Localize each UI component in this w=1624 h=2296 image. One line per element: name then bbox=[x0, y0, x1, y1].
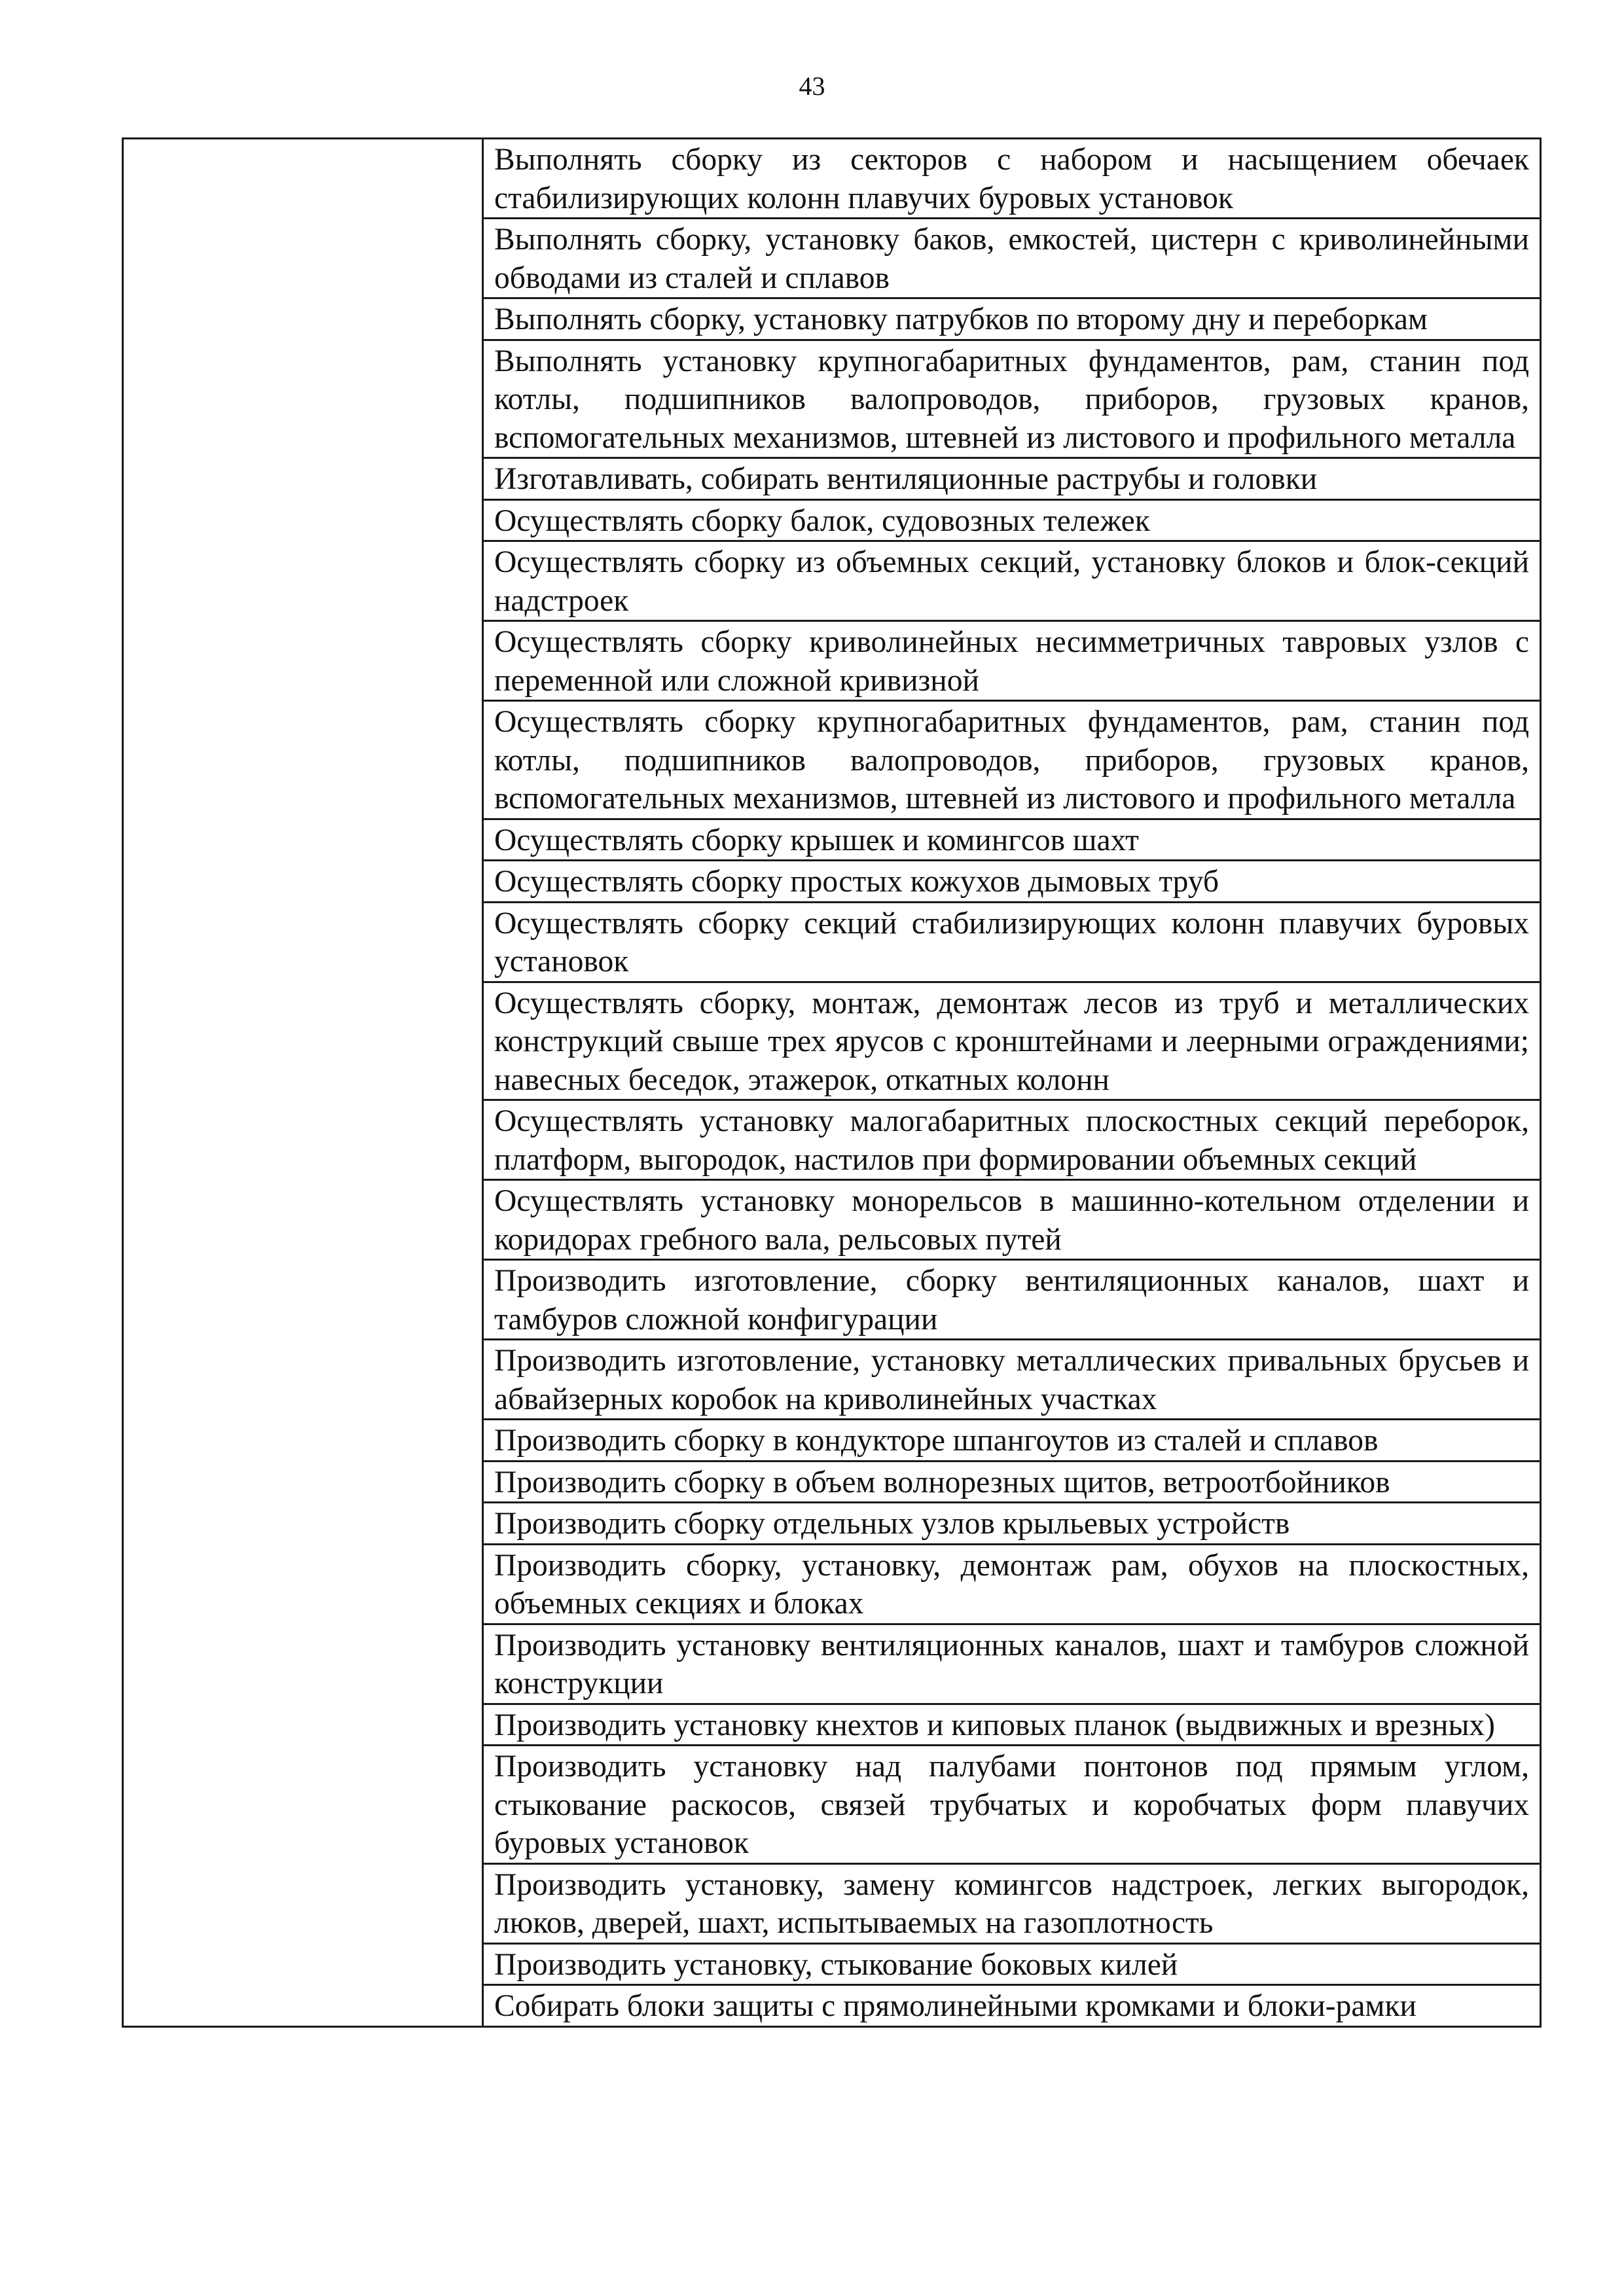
labor-action-cell bbox=[483, 1100, 1541, 1180]
labor-action-cell bbox=[483, 1746, 1541, 1864]
table-body bbox=[123, 139, 1541, 2027]
labor-action-text: Производить установку вентиляционных каналов, шахт и тамбуров сложной конструкции bbox=[494, 1628, 1529, 1700]
labor-action-cell bbox=[483, 1340, 1541, 1420]
page-number: 43 bbox=[799, 71, 825, 101]
labor-action-text: Производить установку, замену комингсов надстроек, легких выгородок, люков, дверей, шахт, испытываемых на газоплотность bbox=[494, 1867, 1529, 1940]
labor-action-text: Осуществлять сборку, монтаж, демонтаж лесов из труб и металлических конструкций свыше трех ярусов с кронштейнами и леерными ограждениями; навесных беседок, этажерок, откатных колонн bbox=[494, 986, 1529, 1097]
table-row bbox=[123, 139, 1541, 219]
labor-action-cell bbox=[483, 621, 1541, 701]
labor-action-text: Производить установку, стыкование боковых килей bbox=[494, 1947, 1178, 1982]
labor-action-text: Осуществлять сборку секций стабилизирующих колонн плавучих буровых установок bbox=[494, 906, 1529, 978]
labor-action-cell bbox=[483, 1544, 1541, 1624]
labor-action-text: Производить сборку отдельных узлов крыльевых устройств bbox=[494, 1507, 1290, 1541]
labor-action-cell bbox=[483, 139, 1541, 219]
labor-action-text: Изготавливать, собирать вентиляционные раструбы и головки bbox=[494, 462, 1318, 496]
labor-action-text: Производить сборку в кондукторе шпангоутов из сталей и сплавов bbox=[494, 1424, 1379, 1458]
labor-action-text: Осуществлять сборку из объемных секций, установку блоков и блок-секций надстроек bbox=[494, 545, 1529, 618]
labor-action-text: Осуществлять сборку крышек и комингсов шахт bbox=[494, 823, 1139, 857]
labor-action-text: Осуществлять установку малогабаритных плоскостных секций переборок, платформ, выгородок, настилов при формировании объемных секций bbox=[494, 1104, 1529, 1177]
labor-action-text: Производить изготовление, установку металлических привальных брусьев и абвайзерных коробок на криволинейных участках bbox=[494, 1344, 1529, 1416]
labor-action-text: Выполнять установку крупногабаритных фундаментов, рам, станин под котлы, подшипников валопроводов, приборов, грузовых кранов, вспомогательных механизмов, штевней из листового и профильного металла bbox=[494, 344, 1529, 455]
labor-action-cell bbox=[483, 1985, 1541, 2027]
labor-action-text: Производить сборку, установку, демонтаж рам, обухов на плоскостных, объемных секциях и блоках bbox=[494, 1548, 1529, 1621]
labor-action-text: Выполнять сборку из секторов с набором и насыщением обечаек стабилизирующих колонн плавучих буровых установок bbox=[494, 143, 1529, 215]
labor-action-text: Производить установку над палубами понтонов под прямым углом, стыкование раскосов, связей трубчатых и коробчатых форм плавучих буровых установок bbox=[494, 1749, 1529, 1860]
labor-action-text: Производить установку кнехтов и киповых планок (выдвижных и врезных) bbox=[494, 1708, 1495, 1742]
labor-action-cell bbox=[483, 298, 1541, 340]
labor-action-text: Осуществлять установку монорельсов в машинно-котельном отделении и коридорах гребного вала, рельсовых путей bbox=[494, 1184, 1529, 1257]
labor-action-cell bbox=[483, 219, 1541, 298]
labor-action-text: Осуществлять сборку криволинейных несимметричных тавровых узлов с переменной или сложной кривизной bbox=[494, 625, 1529, 698]
labor-action-cell bbox=[483, 819, 1541, 861]
labor-action-cell bbox=[483, 861, 1541, 903]
labor-functions-table bbox=[122, 137, 1542, 2028]
labor-action-text: Осуществлять сборку простых кожухов дымовых труб bbox=[494, 865, 1219, 899]
labor-action-cell bbox=[483, 340, 1541, 458]
labor-action-text: Осуществлять сборку балок, судовозных тележек bbox=[494, 503, 1150, 538]
labor-action-cell bbox=[483, 1180, 1541, 1260]
labor-action-cell bbox=[483, 701, 1541, 819]
generalized-function-cell bbox=[123, 139, 483, 2027]
labor-action-cell bbox=[483, 902, 1541, 982]
labor-action-text: Выполнять сборку, установку баков, емкостей, цистерн с криволинейными обводами из сталей и сплавов bbox=[494, 223, 1529, 295]
labor-action-cell bbox=[483, 499, 1541, 541]
labor-action-text: Производить сборку в объем волнорезных щитов, ветроотбойников bbox=[494, 1465, 1390, 1499]
labor-action-cell bbox=[483, 1461, 1541, 1503]
labor-action-cell bbox=[483, 1624, 1541, 1704]
labor-action-text: Осуществлять сборку крупногабаритных фундаментов, рам, станин под котлы, подшипников валопроводов, приборов, грузовых кранов, вспомогательных механизмов, штевней из листового и профильного металла bbox=[494, 705, 1529, 816]
labor-action-cell bbox=[483, 1943, 1541, 1985]
labor-action-cell bbox=[483, 982, 1541, 1100]
labor-action-text: Собирать блоки защиты с прямолинейными кромками и блоки-рамки bbox=[494, 1989, 1416, 2023]
labor-action-cell bbox=[483, 541, 1541, 621]
labor-action-text: Выполнять сборку, установку патрубков по второму дну и переборкам bbox=[494, 302, 1428, 336]
labor-action-text: Производить изготовление, сборку вентиляционных каналов, шахт и тамбуров сложной конфигурации bbox=[494, 1264, 1529, 1336]
labor-action-cell bbox=[483, 1863, 1541, 1943]
labor-action-cell bbox=[483, 1503, 1541, 1545]
labor-action-cell bbox=[483, 1260, 1541, 1340]
labor-action-cell bbox=[483, 1704, 1541, 1746]
labor-action-cell bbox=[483, 1420, 1541, 1462]
labor-action-cell bbox=[483, 458, 1541, 500]
